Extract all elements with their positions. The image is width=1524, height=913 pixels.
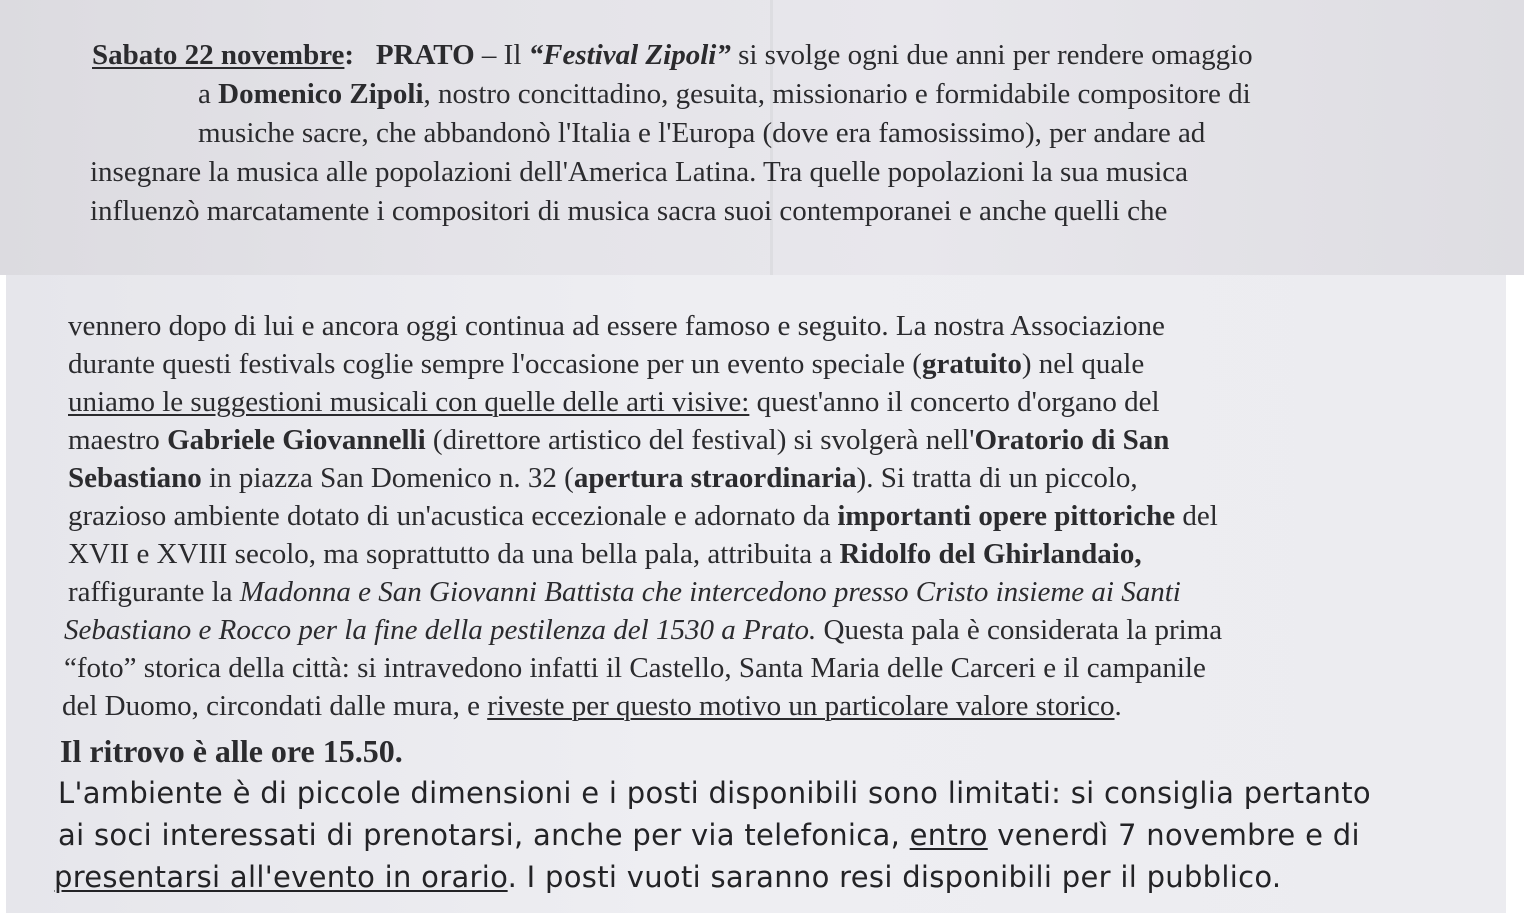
text-span: XVII e XVIII secolo, ma soprattutto da una bella pala, attribuita a [68, 538, 840, 570]
bottom-photo-section [6, 275, 1506, 913]
text-span: raffigurante la [68, 576, 240, 608]
text-span: Questa pala è considerata la prima [816, 614, 1223, 646]
heading-rest: si svolge ogni due anni per rendere omaggio [730, 39, 1253, 71]
date-colon: : [344, 39, 355, 71]
text-span: quest'anno il concerto d'organo del [749, 386, 1160, 418]
body-line-6 [68, 499, 1218, 533]
text-span: ai soci interessati di prenotarsi, anche per via telefonica, [58, 818, 910, 852]
top-photo-section [0, 0, 1524, 275]
city-name: PRATO [375, 39, 475, 71]
text-span: ). Si tratta di un piccolo, [856, 462, 1138, 494]
painter-name: Ridolfo del Ghirlandaio, [839, 538, 1142, 570]
venue-name: Oratorio di San [974, 424, 1170, 456]
text-span: del Duomo, circondati dalle mura, e [62, 690, 488, 722]
text-span: venerdì 7 novembre e di [987, 818, 1360, 852]
free-label: gratuito [921, 348, 1022, 380]
body-line-11 [62, 689, 1122, 723]
meeting-time: Il ritrovo è alle ore 15.50. [60, 733, 403, 769]
maestro-name: Gabriele Giovannelli [167, 424, 426, 456]
composer-name: Domenico Zipoli [218, 78, 424, 110]
top-line-4: insegnare la musica alle popolazioni dell'America Latina. Tra quelle popolazioni la sua musica [90, 156, 1189, 188]
festival-name: “Festival Zipoli” [528, 39, 731, 71]
text-span: . [1114, 690, 1122, 722]
top-line-2 [198, 77, 1251, 111]
top-line-5: influenzò marcatamente i compositori di musica sacra suoi contemporanei e anche quelli che [90, 195, 1168, 227]
body-line-2 [68, 347, 1144, 381]
text-span: (direttore artistico del festival) si svolgerà nell' [425, 424, 975, 456]
text-span: grazioso ambiente dotato di un'acustica eccezionale e adornato da [68, 500, 838, 532]
underlined-phrase: riveste per questo motivo un particolare valore storico [487, 690, 1115, 722]
top-line-3: musiche sacre, che abbandonò l'Italia e l'Europa (dove era famosissimo), per andare ad [198, 117, 1206, 149]
body-line-10: “foto” storica della città: si intravedono infatti il Castello, Santa Maria delle Carceri e il campanile [64, 652, 1206, 684]
dash-text: – Il [474, 39, 529, 71]
body-line-1: vennero dopo di lui e ancora oggi continua ad essere famoso e seguito. La nostra Associazione [68, 310, 1165, 342]
event-date: Sabato 22 novembre [92, 39, 345, 71]
artworks-phrase: importanti opere pittoriche [837, 500, 1176, 532]
painting-title: Madonna e San Giovanni Battista che intercedono presso Cristo insieme ai Santi [239, 576, 1181, 608]
text-span: , nostro concittadino, gesuita, missionario e formidabile compositore di [423, 78, 1251, 110]
note-line-3 [54, 860, 1281, 894]
note-line-2 [58, 818, 1360, 852]
body-line-3 [68, 385, 1160, 419]
text-span: maestro [68, 424, 168, 456]
body-line-4 [68, 423, 1169, 457]
body-line-7 [68, 537, 1142, 571]
note-line-1: L'ambiente è di piccole dimensioni e i posti disponibili sono limitati: si consiglia pertanto [58, 776, 1371, 810]
body-line-8 [68, 575, 1181, 609]
deadline-word: entro [909, 818, 988, 852]
text-span: a [198, 78, 219, 110]
body-line-9 [64, 613, 1222, 647]
heading-line [92, 38, 1253, 72]
text-span: del [1175, 500, 1218, 532]
text-span: ) nel quale [1021, 348, 1145, 380]
painting-title-cont: Sebastiano e Rocco per la fine della pestilenza del 1530 a Prato. [64, 614, 817, 646]
venue-name-cont: Sebastiano [68, 462, 202, 494]
underlined-phrase: uniamo le suggestioni musicali con quelle delle arti visive: [68, 386, 750, 418]
text-span: . I posti vuoti saranno resi disponibili per il pubblico. [507, 860, 1282, 894]
text-span: in piazza San Domenico n. 32 ( [201, 462, 574, 494]
text-span: durante questi festivals coglie sempre l'occasione per un evento speciale ( [68, 348, 922, 380]
punctuality-phrase: presentarsi all'evento in orario [54, 860, 508, 894]
body-line-5 [68, 461, 1138, 495]
special-opening: apertura straordinaria [573, 462, 857, 494]
